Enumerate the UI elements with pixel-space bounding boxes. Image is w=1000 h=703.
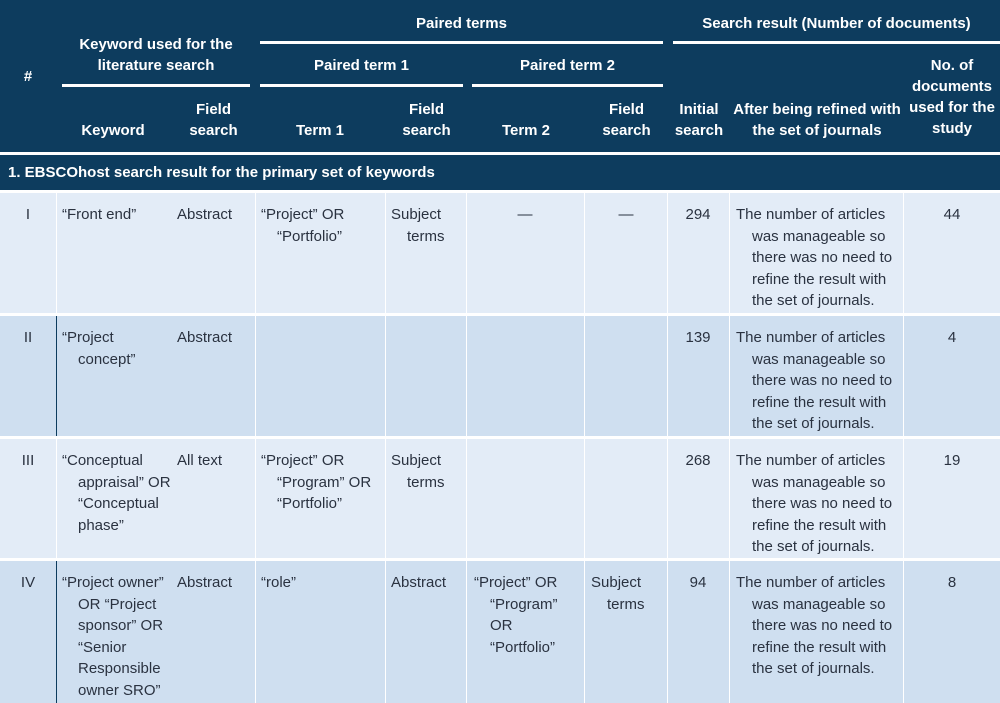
table-row	[0, 316, 1000, 436]
column-divider	[729, 439, 730, 558]
column-divider	[255, 316, 256, 436]
header-term1-field-search: Field search	[402, 101, 451, 139]
row-number: I	[25, 206, 31, 223]
column-divider	[385, 316, 386, 436]
header-rule	[260, 84, 463, 87]
term1-field-cell: Subject terms	[391, 452, 445, 491]
term2-field-cell: —	[618, 206, 634, 223]
column-divider	[584, 439, 585, 558]
column-divider	[729, 316, 730, 436]
refined-cell: The number of articles was manageable so there was no need to refine the result with the set of journals.	[736, 329, 893, 433]
column-divider	[667, 561, 668, 703]
documents-used-cell: 19	[943, 452, 961, 469]
keyword-cell: “Project owner” OR “Project sponsor” OR “Senior Responsible owner SRO”	[62, 574, 164, 699]
header-term2-field-search: Field search	[602, 101, 651, 139]
table-row	[0, 561, 1000, 703]
row-number: III	[21, 452, 35, 469]
keyword-cell: “Conceptual appraisal” OR “Conceptual phase”	[62, 452, 171, 534]
refined-cell: The number of articles was manageable so there was no need to refine the result with the set of journals.	[736, 452, 893, 556]
table-row	[0, 193, 1000, 313]
column-divider	[255, 193, 256, 313]
initial-search-cell: 268	[685, 452, 711, 469]
term1-field-cell: Subject terms	[391, 206, 445, 245]
header-rule	[62, 84, 250, 87]
column-divider	[903, 439, 904, 558]
column-divider	[667, 439, 668, 558]
term2-field-cell	[586, 316, 666, 436]
column-divider	[385, 193, 386, 313]
column-divider	[466, 316, 467, 436]
header-paired-term-1: Paired term 1	[313, 57, 410, 74]
field-cell: Abstract	[177, 329, 233, 346]
column-divider	[729, 561, 730, 703]
column-divider	[385, 439, 386, 558]
term1-cell: “Project” OR “Portfolio”	[261, 206, 345, 245]
column-divider	[584, 316, 585, 436]
term1-cell: “role”	[261, 574, 297, 591]
column-divider	[466, 561, 467, 703]
header-term-2: Term 2	[501, 122, 551, 139]
section-title: 1. EBSCOhost search result for the primary set of keywords	[0, 155, 1000, 190]
term1-cell: “Project” OR “Program” OR “Portfolio”	[261, 452, 372, 513]
header-rule	[260, 41, 663, 44]
documents-used-cell: 8	[947, 574, 957, 591]
column-divider	[584, 561, 585, 703]
refined-cell: The number of articles was manageable so there was no need to refine the result with the set of journals.	[736, 206, 893, 310]
term2-cell	[466, 439, 584, 558]
refined-cell: The number of articles was manageable so there was no need to refine the result with the set of journals.	[736, 574, 893, 678]
column-divider	[385, 561, 386, 703]
header-after-refined: After being refined with the set of journals	[733, 101, 901, 139]
header-no-documents: No. of documents used for the study	[909, 57, 995, 137]
keyword-cell: “Front end”	[62, 206, 137, 223]
header-paired-term-2: Paired term 2	[519, 57, 616, 74]
initial-search-cell: 94	[689, 574, 707, 591]
initial-search-cell: 139	[685, 329, 711, 346]
header-search-result: Search result (Number of documents)	[702, 15, 971, 32]
documents-used-cell: 44	[943, 206, 961, 223]
field-cell: All text	[177, 452, 223, 469]
header-keyword: Keyword	[81, 122, 145, 139]
column-divider	[56, 561, 57, 703]
column-divider	[255, 439, 256, 558]
documents-used-cell: 4	[947, 329, 957, 346]
term1-cell	[261, 316, 386, 436]
initial-search-cell: 294	[685, 206, 711, 223]
term1-field-cell: Abstract	[391, 574, 447, 591]
column-divider	[56, 316, 57, 436]
column-divider	[729, 193, 730, 313]
column-divider	[667, 316, 668, 436]
table-row	[0, 439, 1000, 558]
header-field-search: Field search	[189, 101, 238, 139]
keyword-cell: “Project concept”	[62, 329, 136, 368]
column-divider	[903, 193, 904, 313]
field-cell: Abstract	[177, 574, 233, 591]
column-divider	[255, 561, 256, 703]
header-keyword-group: Keyword used for the literature search	[79, 36, 233, 74]
header-initial-search: Initial search	[674, 101, 724, 139]
header-num: #	[23, 68, 33, 85]
term2-cell: “Project” OR “Program” OR “Portfolio”	[474, 574, 558, 656]
column-divider	[56, 193, 57, 313]
header-rule	[673, 41, 1000, 44]
column-divider	[584, 193, 585, 313]
column-divider	[466, 439, 467, 558]
column-divider	[903, 561, 904, 703]
column-divider	[667, 193, 668, 313]
column-divider	[466, 193, 467, 313]
term2-field-cell: Subject terms	[591, 574, 645, 613]
field-cell: Abstract	[177, 206, 233, 223]
header-term-1: Term 1	[295, 122, 345, 139]
term1-field-cell	[391, 316, 463, 436]
term2-cell: —	[517, 206, 533, 223]
row-number: IV	[20, 574, 36, 591]
header-paired-terms: Paired terms	[416, 15, 507, 32]
column-divider	[903, 316, 904, 436]
header-rule	[472, 84, 663, 87]
term2-field-cell	[586, 439, 666, 558]
term2-cell	[466, 316, 584, 436]
table-header	[0, 0, 1000, 152]
column-divider	[56, 439, 57, 558]
row-number: II	[23, 329, 33, 346]
